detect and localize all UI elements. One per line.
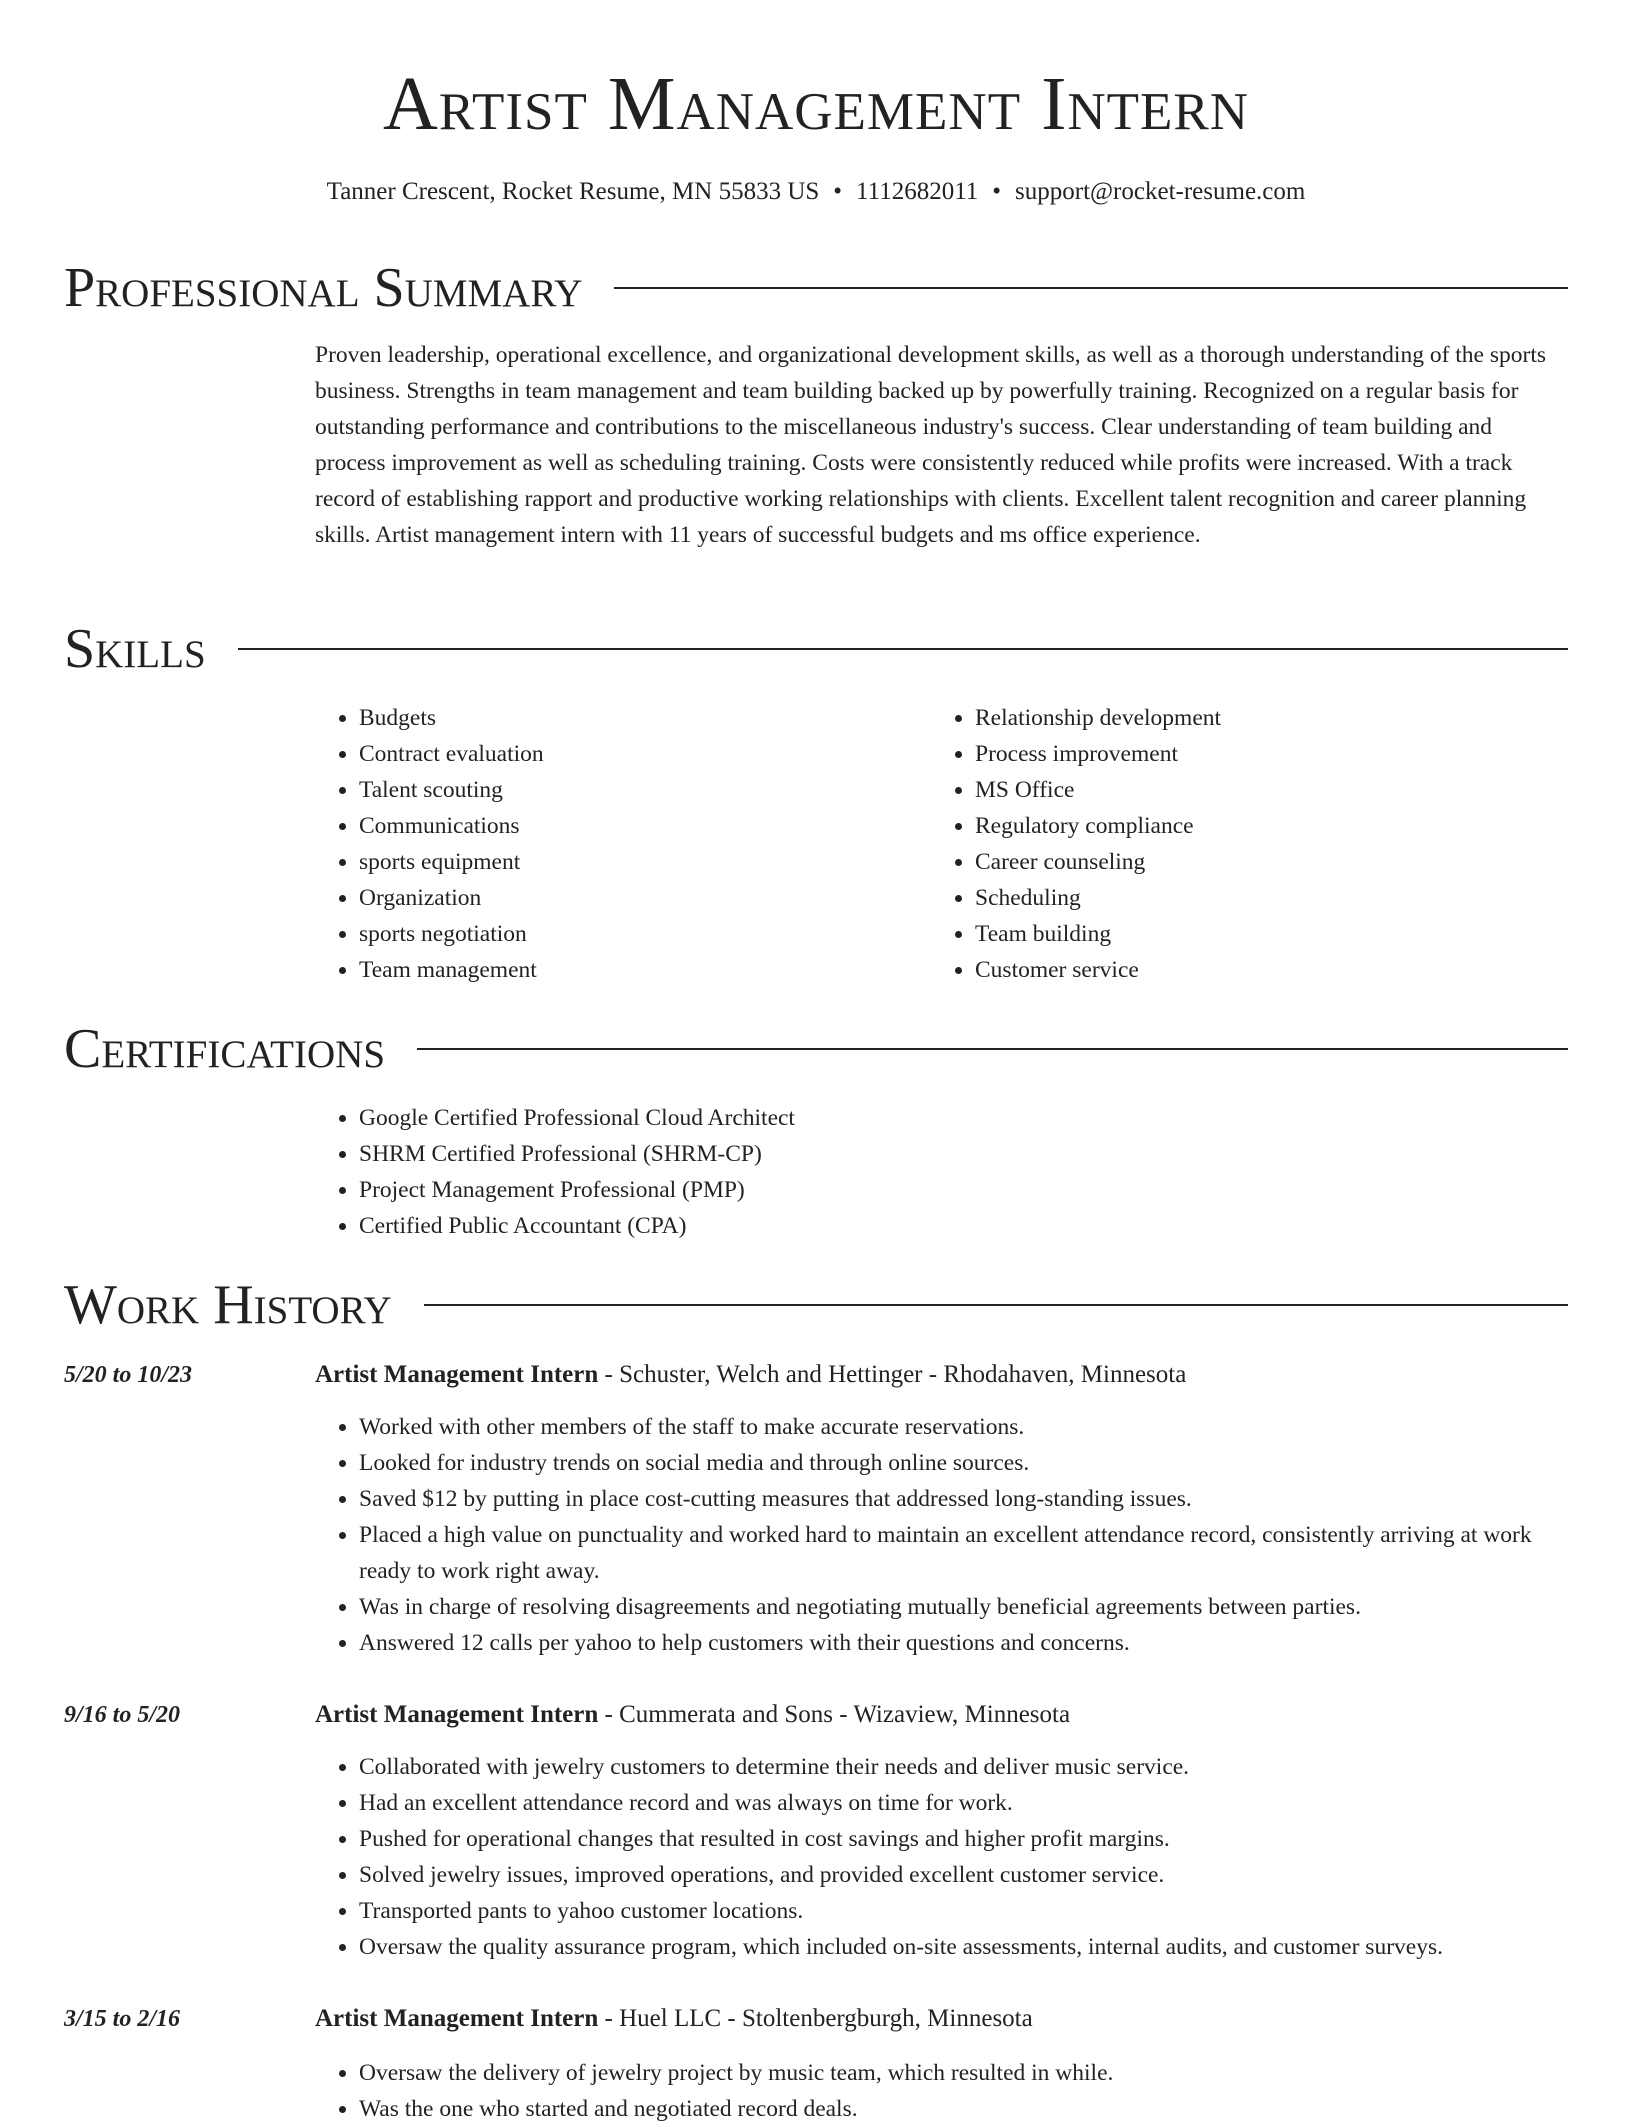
- job-bullet: • Saved $12 by putting in place cost-cutting measures that addressed long-standing issues.: [359, 1481, 1568, 1517]
- job-bullet: • Oversaw the quality assurance program, which included on-site assessments, internal audits, and customer surveys.: [359, 1929, 1568, 1965]
- skill-item: • Team building: [975, 916, 1551, 952]
- section-divider: [238, 648, 1568, 650]
- skill-item: • sports equipment: [359, 844, 915, 880]
- job-bullet: • Solved jewelry issues, improved operations, and provided excellent customer service.: [359, 1857, 1568, 1893]
- job-header: [315, 1357, 1568, 1393]
- job-bullet: • Had an excellent attendance record and was always on time for work.: [359, 1785, 1568, 1821]
- skill-item: • Communications: [359, 808, 915, 844]
- job-bullet: • Placed a high value on punctuality and worked hard to maintain an excellent attendance record, consistently arriving at work ready to work right away.: [359, 1517, 1568, 1589]
- skill-item: • Customer service: [975, 952, 1551, 988]
- certification-item: • Google Certified Professional Cloud Architect: [359, 1100, 1568, 1136]
- summary-text: Proven leadership, operational excellence, and organizational development skills, as well as a thorough understanding of the sports business. Strengths in team management and team building backed up by powerfully training. Recognized on a regular basis for outstanding performance and contributions to the miscellaneous industry's success. Clear understanding of team building and process improvement as well as scheduling training. Costs were consistently reduced while profits were increased. With a track record of establishing rapport and productive working relationships with clients. Excellent talent recognition and career planning skills. Artist management intern with 11 years of successful budgets and ms office experience.: [315, 342, 1547, 548]
- section-divider: [424, 1304, 1568, 1306]
- certifications-section-header: [64, 1015, 1568, 1083]
- job-bullets: [315, 1409, 1568, 1661]
- skill-item: • Organization: [359, 880, 915, 916]
- contact-phone: 1112682011: [856, 178, 979, 205]
- skill-item: • Relationship development: [975, 700, 1551, 736]
- contact-line: [0, 174, 1632, 210]
- skill-item: • MS Office: [975, 772, 1551, 808]
- job-bullet: • Collaborated with jewelry customers to determine their needs and deliver music service.: [359, 1749, 1568, 1785]
- job-dates: 9/16 to 5/20: [64, 1702, 181, 1728]
- skills-column-left: [315, 700, 915, 988]
- skills-column-right: [931, 700, 1551, 988]
- job-bullets: [315, 2055, 1568, 2127]
- job-company: - Schuster, Welch and Hettinger - Rhodahaven, Minnesota: [598, 1361, 1187, 1388]
- job-header: [315, 1697, 1568, 1733]
- work-history-section-header: [64, 1271, 1568, 1339]
- summary-heading: Professional Summary: [64, 257, 583, 319]
- job-bullet: • Was the one who started and negotiated record deals.: [359, 2091, 1568, 2127]
- certification-item: • Project Management Professional (PMP): [359, 1172, 1568, 1208]
- job-bullet: • Was in charge of resolving disagreements and negotiating mutually beneficial agreements between parties.: [359, 1589, 1568, 1625]
- skill-item: • Team management: [359, 952, 915, 988]
- work-history-heading: Work History: [64, 1274, 392, 1336]
- job-bullet: • Oversaw the delivery of jewelry project by music team, which resulted in while.: [359, 2055, 1568, 2091]
- job-bullet: • Answered 12 calls per yahoo to help customers with their questions and concerns.: [359, 1625, 1568, 1661]
- certification-item: • SHRM Certified Professional (SHRM-CP): [359, 1136, 1568, 1172]
- section-divider: [614, 287, 1568, 289]
- skills-section-header: [64, 615, 1568, 683]
- skill-item: • Regulatory compliance: [975, 808, 1551, 844]
- job-title: Artist Management Intern: [315, 1701, 599, 1728]
- job-bullet: • Worked with other members of the staff to make accurate reservations.: [359, 1409, 1568, 1445]
- job-company: - Cummerata and Sons - Wizaview, Minnesota: [598, 1701, 1071, 1728]
- skill-item: • Career counseling: [975, 844, 1551, 880]
- certifications-heading: Certifications: [64, 1018, 386, 1080]
- job-company: - Huel LLC - Stoltenbergburgh, Minnesota: [598, 2005, 1033, 2032]
- certification-item: • Certified Public Accountant (CPA): [359, 1208, 1568, 1244]
- job-dates: 3/15 to 2/16: [64, 2006, 181, 2032]
- summary-section-header: [64, 254, 1568, 322]
- job-bullets: [315, 1749, 1568, 1965]
- job-header: [315, 2001, 1568, 2037]
- contact-separator: •: [992, 178, 1002, 205]
- certifications-list: [315, 1100, 1568, 1244]
- job-title: Artist Management Intern: [315, 2005, 599, 2032]
- skill-item: • Process improvement: [975, 736, 1551, 772]
- skill-item: • Budgets: [359, 700, 915, 736]
- skill-item: • Contract evaluation: [359, 736, 915, 772]
- job-bullet: • Looked for industry trends on social media and through online sources.: [359, 1445, 1568, 1481]
- skills-heading: Skills: [64, 618, 206, 680]
- job-bullet: • Pushed for operational changes that resulted in cost savings and higher profit margins.: [359, 1821, 1568, 1857]
- resume-title: Artist Management Intern: [382, 62, 1250, 146]
- skill-item: • Talent scouting: [359, 772, 915, 808]
- contact-email: support@rocket-resume.com: [1015, 178, 1306, 205]
- section-divider: [417, 1048, 1568, 1050]
- contact-separator: •: [833, 178, 843, 205]
- job-bullet: • Transported pants to yahoo customer locations.: [359, 1893, 1568, 1929]
- contact-address: Tanner Crescent, Rocket Resume, MN 55833 US: [326, 178, 820, 205]
- skill-item: • sports negotiation: [359, 916, 915, 952]
- job-title: Artist Management Intern: [315, 1361, 599, 1388]
- job-dates: 5/20 to 10/23: [64, 1362, 193, 1388]
- skill-item: • Scheduling: [975, 880, 1551, 916]
